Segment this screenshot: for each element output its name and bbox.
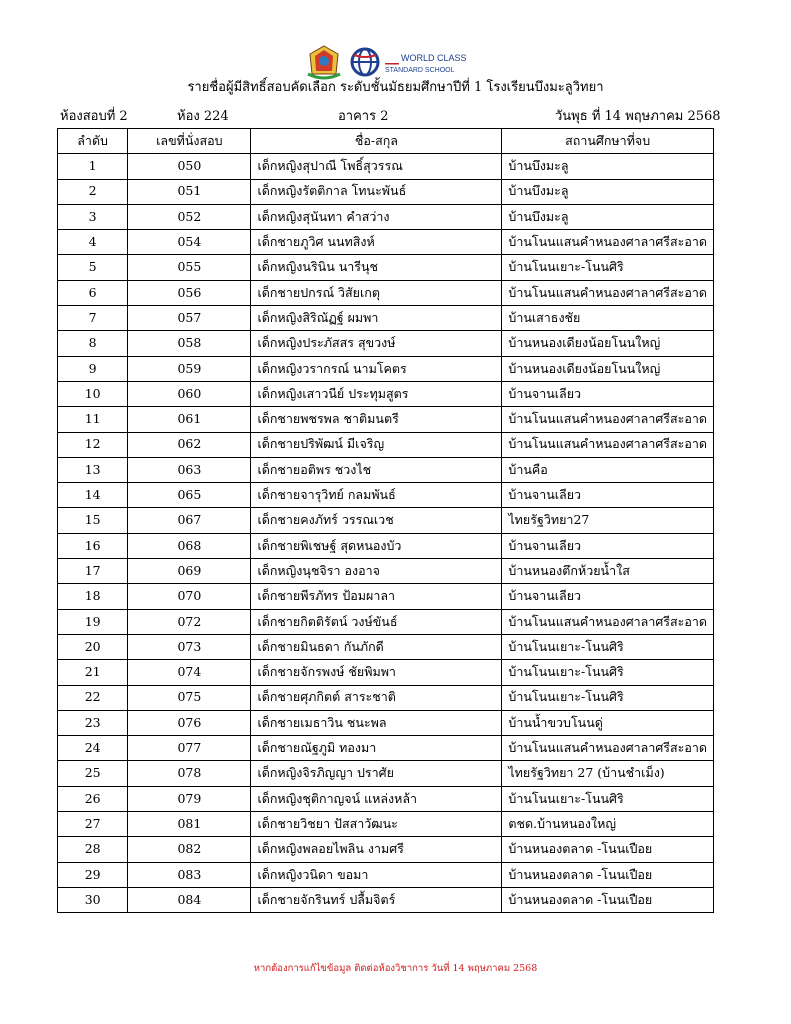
previous-school: บ้านน้ำขวบโนนดู่	[502, 710, 714, 735]
table-row	[58, 559, 714, 584]
student-name: เด็กหญิงสุนันทา คำสว่าง	[251, 204, 502, 229]
row-number: 24	[58, 736, 128, 761]
table-row	[58, 306, 714, 331]
table-header-row	[58, 129, 714, 154]
student-name: เด็กหญิงวรากรณ์ นามโคตร	[251, 356, 502, 381]
table-row	[58, 862, 714, 887]
row-number: 4	[58, 230, 128, 255]
previous-school: บ้านหนองตลาด -โนนเปือย	[502, 887, 714, 912]
seat-number: 065	[128, 483, 251, 508]
world-class-standard-school-logo	[383, 50, 493, 76]
previous-school: บ้านโนนเยาะ-โนนศิริ	[502, 634, 714, 659]
row-number: 16	[58, 533, 128, 558]
row-number: 2	[58, 179, 128, 204]
row-number: 14	[58, 483, 128, 508]
row-number: 7	[58, 306, 128, 331]
column-header-school: สถานศึกษาที่จบ	[502, 129, 714, 154]
student-name: เด็กหญิงสุปาณี โพธิ์สุวรรณ	[251, 154, 502, 179]
previous-school: บ้านโนนเยาะ-โนนศิริ	[502, 786, 714, 811]
table-row	[58, 761, 714, 786]
previous-school: บ้านจานเลียว	[502, 381, 714, 406]
table-row	[58, 331, 714, 356]
seat-number: 050	[128, 154, 251, 179]
school-emblem-logo	[304, 44, 344, 80]
seat-number: 078	[128, 761, 251, 786]
previous-school: บ้านโนนเยาะ-โนนศิริ	[502, 685, 714, 710]
previous-school: บ้านโนนเยาะ-โนนศิริ	[502, 255, 714, 280]
table-row	[58, 356, 714, 381]
seat-number: 061	[128, 407, 251, 432]
row-number: 26	[58, 786, 128, 811]
table-row	[58, 837, 714, 862]
row-number: 11	[58, 407, 128, 432]
seat-number: 054	[128, 230, 251, 255]
previous-school: ไทยรัฐวิทยา 27 (บ้านชำเม็ง)	[502, 761, 714, 786]
table-row	[58, 710, 714, 735]
student-name: เด็กชายศุภกิตต์ สาระชาติ	[251, 685, 502, 710]
student-name: เด็กหญิงจิรภิญญา ปราศัย	[251, 761, 502, 786]
student-name: เด็กชายอติพร ชวงไช	[251, 457, 502, 482]
seat-number: 059	[128, 356, 251, 381]
row-number: 19	[58, 609, 128, 634]
row-number: 3	[58, 204, 128, 229]
seat-number: 055	[128, 255, 251, 280]
seat-number: 084	[128, 887, 251, 912]
previous-school: บ้านโนนเยาะ-โนนศิริ	[502, 660, 714, 685]
row-number: 8	[58, 331, 128, 356]
seat-number: 068	[128, 533, 251, 558]
table-row	[58, 179, 714, 204]
seat-number: 063	[128, 457, 251, 482]
row-number: 20	[58, 634, 128, 659]
student-name: เด็กชายเมธาวิน ชนะพล	[251, 710, 502, 735]
previous-school: บ้านหนองเดียงน้อยโนนใหญ่	[502, 356, 714, 381]
table-row	[58, 609, 714, 634]
previous-school: บ้านจานเลียว	[502, 584, 714, 609]
logo-text-line2: STANDARD SCHOOL	[385, 67, 455, 74]
student-name: เด็กชายปกรณ์ วิสัยเกตุ	[251, 280, 502, 305]
row-number: 23	[58, 710, 128, 735]
exam-date: วันพุธ ที่ 14 พฤษภาคม 2568	[555, 109, 721, 124]
student-name: เด็กชายจักรพงษ์ ชัยพิมพา	[251, 660, 502, 685]
table-row	[58, 432, 714, 457]
row-number: 12	[58, 432, 128, 457]
student-name: เด็กหญิงนรินิน นารีนุช	[251, 255, 502, 280]
previous-school: บ้านจานเลียว	[502, 533, 714, 558]
student-name: เด็กชายจารุวิทย์ กลมพันธ์	[251, 483, 502, 508]
previous-school: บ้านโนนแสนคำหนองศาลาศรีสะอาด	[502, 736, 714, 761]
column-header-number: ลำดับ	[58, 129, 128, 154]
table-row	[58, 812, 714, 837]
previous-school: ไทยรัฐวิทยา27	[502, 508, 714, 533]
previous-school: บ้านโนนแสนคำหนองศาลาศรีสะอาด	[502, 280, 714, 305]
table-row	[58, 381, 714, 406]
seat-number: 060	[128, 381, 251, 406]
row-number: 30	[58, 887, 128, 912]
student-name: เด็กหญิงประภัสสร สุขวงษ์	[251, 331, 502, 356]
previous-school: บ้านบึงมะลู	[502, 154, 714, 179]
student-name: เด็กชายพิเชษฐ์ สุดหนองบัว	[251, 533, 502, 558]
previous-school: บ้านโนนแสนคำหนองศาลาศรีสะอาด	[502, 407, 714, 432]
row-number: 18	[58, 584, 128, 609]
table-row	[58, 887, 714, 912]
seat-number: 067	[128, 508, 251, 533]
student-name: เด็กหญิงนุชจิรา องอาจ	[251, 559, 502, 584]
student-name: เด็กชายภูวิศ นนทสิงห์	[251, 230, 502, 255]
previous-school: บ้านคือ	[502, 457, 714, 482]
table-row	[58, 255, 714, 280]
seat-number: 082	[128, 837, 251, 862]
footer-note: หากต้องการแก้ไขข้อมูล ติดต่อห้องวิชาการ วันที่ 14 พฤษภาคม 2568	[253, 963, 538, 974]
seat-number: 069	[128, 559, 251, 584]
table-row	[58, 407, 714, 432]
row-number: 22	[58, 685, 128, 710]
table-row	[58, 154, 714, 179]
row-number: 27	[58, 812, 128, 837]
table-row	[58, 736, 714, 761]
previous-school: บ้านโนนแสนคำหนองศาลาศรีสะอาด	[502, 609, 714, 634]
table-row	[58, 483, 714, 508]
row-number: 17	[58, 559, 128, 584]
row-number: 1	[58, 154, 128, 179]
table-row	[58, 230, 714, 255]
globe-logo	[348, 47, 382, 77]
row-number: 25	[58, 761, 128, 786]
table-row	[58, 457, 714, 482]
table-row	[58, 634, 714, 659]
student-name: เด็กชายคงภัทร์ วรรณเวช	[251, 508, 502, 533]
exam-room-label: ห้องสอบที่ 2	[60, 109, 128, 124]
table-body	[58, 154, 714, 913]
table-row	[58, 786, 714, 811]
seat-number: 051	[128, 179, 251, 204]
previous-school: บ้านเสาธงชัย	[502, 306, 714, 331]
seat-number: 079	[128, 786, 251, 811]
previous-school: บ้านโนนแสนคำหนองศาลาศรีสะอาด	[502, 432, 714, 457]
seat-number: 075	[128, 685, 251, 710]
row-number: 6	[58, 280, 128, 305]
student-name: เด็กชายวิชยา ปัสสาวัฒนะ	[251, 812, 502, 837]
row-number: 13	[58, 457, 128, 482]
student-name: เด็กหญิงเสาวนีย์ ประทุมสูตร	[251, 381, 502, 406]
previous-school: บ้านหนองตึกห้วยน้ำใส	[502, 559, 714, 584]
student-name: เด็กชายพีรภัทร ป้อมผาลา	[251, 584, 502, 609]
table-row	[58, 508, 714, 533]
student-name: เด็กหญิงสิริณัฏฐ์ ผมพา	[251, 306, 502, 331]
previous-school: บ้านบึงมะลู	[502, 179, 714, 204]
seat-number: 076	[128, 710, 251, 735]
student-name: เด็กชายณัฐภูมิ ทองมา	[251, 736, 502, 761]
logo-bar	[0, 44, 791, 80]
student-name: เด็กหญิงชุติกาญจน์ แหล่งหล้า	[251, 786, 502, 811]
exam-info-row	[60, 105, 730, 124]
table-row	[58, 685, 714, 710]
student-name: เด็กหญิงรัตติกาล โทนะพันธ์	[251, 179, 502, 204]
seat-number: 077	[128, 736, 251, 761]
logo-text-line1: WORLD CLASS	[401, 53, 467, 63]
table-row	[58, 533, 714, 558]
previous-school: บ้านบึงมะลู	[502, 204, 714, 229]
student-name: เด็กหญิงวนิดา ขอมา	[251, 862, 502, 887]
seat-number: 074	[128, 660, 251, 685]
table-row	[58, 280, 714, 305]
column-header-seat: เลขที่นั่งสอบ	[128, 129, 251, 154]
student-name: เด็กชายพชรพล ชาติมนตรี	[251, 407, 502, 432]
previous-school: บ้านหนองตลาด -โนนเปือย	[502, 862, 714, 887]
seat-number: 062	[128, 432, 251, 457]
row-number: 10	[58, 381, 128, 406]
student-name: เด็กชายปริพัฒน์ มีเจริญ	[251, 432, 502, 457]
building-label: อาคาร 2	[338, 109, 389, 124]
row-number: 28	[58, 837, 128, 862]
student-name: เด็กชายกิตติรัตน์ วงษ์ขันธ์	[251, 609, 502, 634]
row-number: 9	[58, 356, 128, 381]
student-name: เด็กชายมินธดา กันภักดี	[251, 634, 502, 659]
seat-number: 058	[128, 331, 251, 356]
room-label: ห้อง 224	[177, 109, 229, 124]
previous-school: บ้านหนองตลาด -โนนเปือย	[502, 837, 714, 862]
seat-number: 070	[128, 584, 251, 609]
table-row	[58, 204, 714, 229]
student-name: เด็กชายจักรินทร์ ปลื้มจิตร์	[251, 887, 502, 912]
student-name: เด็กหญิงพลอยไพลิน งามศรี	[251, 837, 502, 862]
seat-number: 083	[128, 862, 251, 887]
page-title: รายชื่อผู้มีสิทธิ์สอบคัดเลือก ระดับชั้นมัธยมศึกษาปีที่ 1 โรงเรียนบึงมะลูวิทยา	[187, 80, 604, 95]
seat-number: 052	[128, 204, 251, 229]
previous-school: บ้านหนองเดียงน้อยโนนใหญ่	[502, 331, 714, 356]
seat-number: 081	[128, 812, 251, 837]
row-number: 21	[58, 660, 128, 685]
table-row	[58, 584, 714, 609]
seat-number: 073	[128, 634, 251, 659]
row-number: 5	[58, 255, 128, 280]
table-row	[58, 660, 714, 685]
candidate-table	[57, 128, 714, 913]
row-number: 29	[58, 862, 128, 887]
previous-school: ตชด.บ้านหนองใหญ่	[502, 812, 714, 837]
row-number: 15	[58, 508, 128, 533]
previous-school: บ้านโนนแสนคำหนองศาลาศรีสะอาด	[502, 230, 714, 255]
column-header-name: ชื่อ-สกุล	[251, 129, 502, 154]
previous-school: บ้านจานเลียว	[502, 483, 714, 508]
seat-number: 056	[128, 280, 251, 305]
seat-number: 072	[128, 609, 251, 634]
seat-number: 057	[128, 306, 251, 331]
